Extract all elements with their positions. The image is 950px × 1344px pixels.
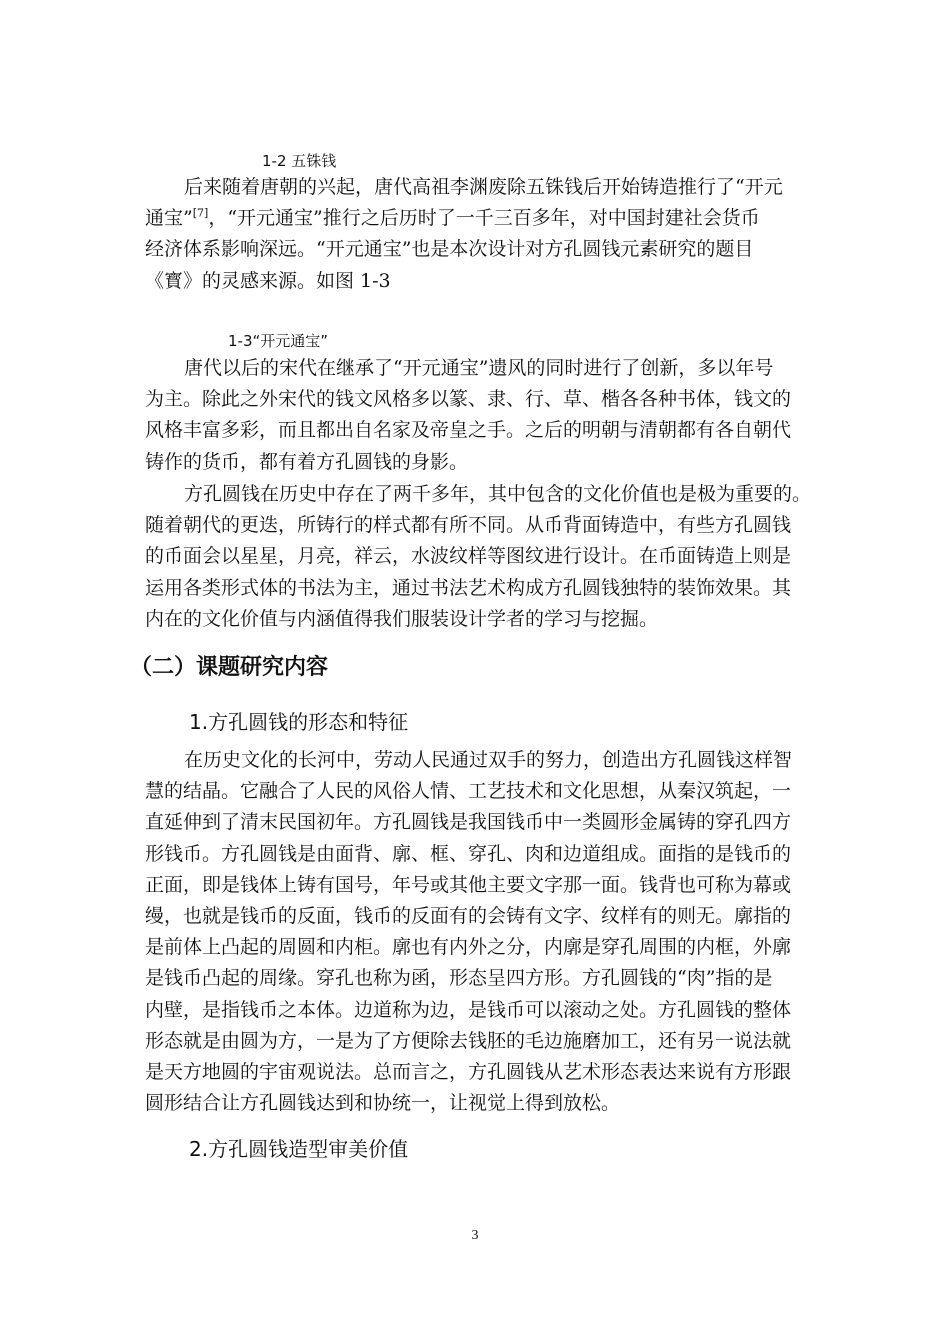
paragraph-line: 方孔圆钱在历史中存在了两千多年，其中包含的文化价值也是极为重要的。 <box>184 483 812 505</box>
page-number: 3 <box>471 1228 479 1243</box>
paragraph-line: 后来随着唐朝的兴起，唐代高祖李渊废除五铢钱后开始铸造推行了“开元 <box>184 176 783 198</box>
paragraph-line: 缦，也就是钱币的反面，钱币的反面有的会铸有文字、纹样有的则无。廓指的 <box>145 904 792 927</box>
paragraph-line: 圆形结合让方孔圆钱达到和协统一，让视觉上得到放松。 <box>145 1092 621 1115</box>
paragraph-line: 《寳》的灵感来源。如图 1-3 <box>145 269 391 292</box>
paragraph-line: 内壁，是指钱币之本体。边道称为边，是钱币可以滚动之处。方孔圆钱的整体 <box>145 998 792 1021</box>
subsection-heading-1: 1.方孔圆钱的形态和特征 <box>189 710 409 734</box>
paragraph-form-features <box>145 745 810 1119</box>
paragraph-song-dynasty <box>145 353 810 478</box>
paragraph-line: 是天方地圆的宇宙观说法。总而言之，方孔圆钱从艺术形态表达来说有方形跟 <box>145 1060 792 1083</box>
paragraph-line: 唐代以后的宋代在继承了“开元通宝”遗风的同时进行了创新，多以年号 <box>184 357 774 379</box>
paragraph-line <box>145 203 810 234</box>
paragraph-line: 随着朝代的更迭，所铸行的样式都有所不同。从币背面铸造中，有些方孔圆钱 <box>145 514 792 537</box>
paragraph-line: 正面，即是钱体上铸有国号，年号或其他主要文字那一面。钱背也可称为幕或 <box>145 873 792 896</box>
figure-caption-1-3: 1-3“开元通宝” <box>228 332 329 350</box>
paragraph-line: 铸作的货币，都有着方孔圆钱的身影。 <box>145 450 469 473</box>
figure-caption-1-2: 1-2 五铢钱 <box>262 152 337 170</box>
paragraph-kaiyuan-tongbao <box>145 172 810 297</box>
paragraph-line: 运用各类形式体的书法为主，通过书法艺术构成方孔圆钱独特的装饰效果。其 <box>145 576 792 599</box>
paragraph-line: 是前体上凸起的周圆和内柜。廓也有内外之分，内廓是穿孔周围的内框，外廓 <box>145 936 792 959</box>
paragraph-line: 为主。除此之外宋代的钱文风格多以篆、隶、行、草、楷各各种书体，钱文的 <box>145 388 792 411</box>
paragraph-cultural-value <box>145 479 810 635</box>
paragraph-line: 形钱币。方孔圆钱是由面背、廓、框、穿孔、肉和边道组成。面指的是钱币的 <box>145 842 792 865</box>
paragraph-line: 形态就是由圆为方，一是为了方便除去钱胚的毛边施磨加工，还有另一说法就 <box>145 1029 792 1052</box>
paragraph-line: 经济体系影响深远。“开元通宝”也是本次设计对方孔圆钱元素研究的题目 <box>145 238 754 261</box>
text-span: ，“开元通宝”推行之后历时了一千三百多年，对中国封建社会货币 <box>208 207 760 230</box>
section-heading: （二）课题研究内容 <box>130 655 329 680</box>
subsection-heading-2: 2.方孔圆钱造型审美价值 <box>189 1137 409 1161</box>
paragraph-line: 风格丰富多彩，而且都出自名家及帝皇之手。之后的明朝与清朝都有各自朝代 <box>145 419 792 442</box>
citation-ref[interactable]: [7] <box>192 206 209 220</box>
paragraph-line: 是钱币凸起的周缘。穿孔也称为函，形态呈四方形。方孔圆钱的“肉”指的是 <box>145 967 773 990</box>
paragraph-line: 在历史文化的长河中，劳动人民通过双手的努力，创造出方孔圆钱这样智 <box>184 749 793 771</box>
paragraph-line: 的币面会以星星，月亮，祥云，水波纹样等图纹进行设计。在币面铸造上则是 <box>145 545 792 568</box>
text-span: 通宝” <box>145 207 193 230</box>
paragraph-line: 内在的文化价值与内涵值得我们服装设计学者的学习与挖掘。 <box>145 607 659 630</box>
paragraph-line: 直延伸到了清末民国初年。方孔圆钱是我国钱币中一类圆形金属铸的穿孔四方 <box>145 811 792 834</box>
paragraph-line: 慧的结晶。它融合了人民的风俗人情、工艺技术和文化思想，从秦汉筑起，一 <box>145 780 792 803</box>
